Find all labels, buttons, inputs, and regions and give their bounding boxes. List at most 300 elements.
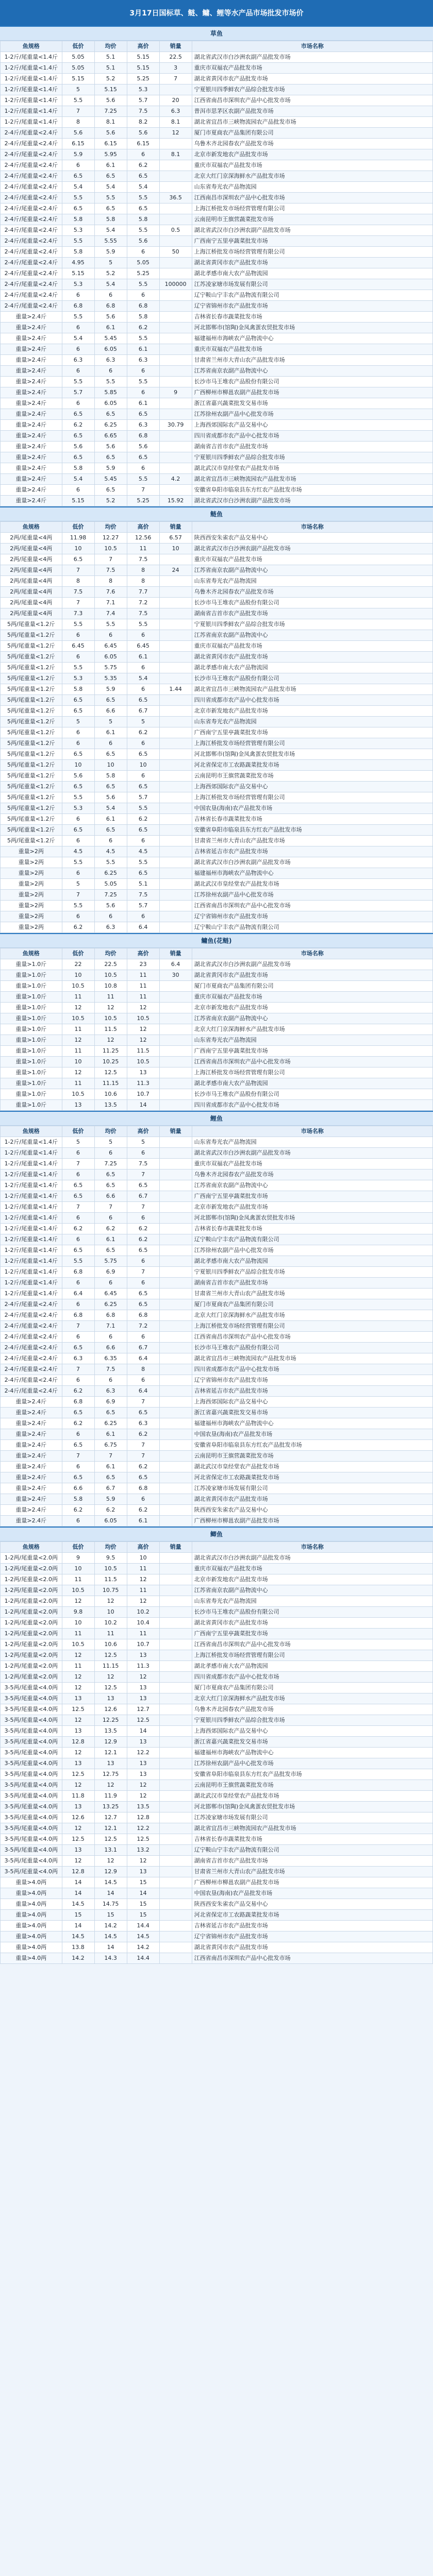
- cell-high-price: 15: [127, 1877, 159, 1888]
- cell-market: 河北邯郸市(馆陶)金凤禽蛋农贸批发市场: [192, 1213, 432, 1224]
- cell-low-price: 6.5: [62, 452, 94, 463]
- cell-spec: 3-5两/尾重量<4.0两: [1, 1704, 62, 1715]
- column-header-avg-price: 均价: [94, 41, 127, 52]
- cell-market: 湖南省吉首市农产品批发市场: [192, 442, 432, 452]
- cell-volume: [159, 1451, 192, 1462]
- cell-volume: [159, 901, 192, 911]
- cell-spec: 重量>2.4斤: [1, 474, 62, 485]
- cell-high-price: 5.5: [127, 377, 159, 387]
- cell-avg-price: 12.6: [94, 1704, 127, 1715]
- table-row: [1, 496, 433, 506]
- cell-market: 宁夏银川四季鲜农产品综合批发市场: [192, 619, 432, 630]
- cell-spec: 重量>2.4斤: [1, 366, 62, 377]
- cell-spec: 重量>2.4斤: [1, 377, 62, 387]
- cell-low-price: 12.8: [62, 1867, 94, 1877]
- cell-spec: 1-2斤/尾重量<1.4斤: [1, 1148, 62, 1159]
- cell-market: 北京市新发地农产品批发市场: [192, 149, 432, 160]
- table-row: [1, 463, 433, 474]
- cell-spec: 5两/尾重量<1.2斤: [1, 641, 62, 652]
- cell-spec: 1-2两/尾重量<2.0两: [1, 1672, 62, 1683]
- cell-spec: 5两/尾重量<1.2斤: [1, 782, 62, 792]
- table-row: [1, 1057, 433, 1067]
- cell-high-price: 11.3: [127, 1078, 159, 1089]
- cell-spec: 5两/尾重量<1.2斤: [1, 760, 62, 771]
- cell-volume: [159, 1256, 192, 1267]
- cell-volume: [159, 1942, 192, 1953]
- cell-volume: [159, 1888, 192, 1899]
- cell-avg-price: 6: [94, 1278, 127, 1289]
- table-row: [1, 1353, 433, 1364]
- cell-avg-price: 6: [94, 1213, 127, 1224]
- cell-volume: [159, 1224, 192, 1234]
- cell-spec: 3-5两/尾重量<4.0两: [1, 1845, 62, 1856]
- cell-market: 宁夏银川四季鲜农产品综合批发市场: [192, 1715, 432, 1726]
- cell-avg-price: 10.5: [94, 544, 127, 554]
- cell-spec: 3-5两/尾重量<4.0两: [1, 1791, 62, 1802]
- cell-spec: 2-4斤/尾重量<2.4斤: [1, 1343, 62, 1353]
- cell-volume: [159, 576, 192, 587]
- cell-low-price: 12: [62, 1683, 94, 1693]
- cell-spec: 重量>1.0斤: [1, 1078, 62, 1089]
- cell-volume: 30: [159, 970, 192, 981]
- cell-volume: [159, 431, 192, 442]
- table-row: [1, 1321, 433, 1332]
- cell-low-price: 6.5: [62, 409, 94, 420]
- cell-low-price: 6.8: [62, 301, 94, 312]
- cell-low-price: 12: [62, 1823, 94, 1834]
- cell-high-price: 5.6: [127, 128, 159, 139]
- cell-low-price: 11: [62, 992, 94, 1003]
- cell-high-price: 13.2: [127, 1845, 159, 1856]
- cell-spec: 5两/尾重量<1.2斤: [1, 695, 62, 706]
- cell-avg-price: 5.4: [94, 803, 127, 814]
- cell-market: 安徽省阜阳市临泉县东方红农产品批发市场: [192, 1440, 432, 1451]
- column-header-avg-price: 均价: [94, 522, 127, 533]
- cell-market: 湖北省宜昌市三峡物流园农产品批发市场: [192, 1823, 432, 1834]
- cell-spec: 重量>2.4斤: [1, 387, 62, 398]
- cell-spec: 5两/尾重量<1.2斤: [1, 825, 62, 836]
- cell-high-price: 11: [127, 981, 159, 992]
- cell-spec: 2-4斤/尾重量<2.4斤: [1, 1310, 62, 1321]
- cell-volume: 6.3: [159, 106, 192, 117]
- cell-low-price: 12.5: [62, 1834, 94, 1845]
- cell-spec: 1-2斤/尾重量<1.4斤: [1, 1245, 62, 1256]
- table-row: [1, 1213, 433, 1224]
- cell-avg-price: 12: [94, 1596, 127, 1607]
- table-row: [1, 387, 433, 398]
- cell-high-price: 10.5: [127, 1013, 159, 1024]
- cell-market: 江苏省南京农副产品物流中心: [192, 366, 432, 377]
- cell-low-price: 4.5: [62, 846, 94, 857]
- cell-spec: 重量>2.4斤: [1, 1429, 62, 1440]
- cell-high-price: 6: [127, 684, 159, 695]
- table-row: [1, 1003, 433, 1013]
- cell-market: 陕西西安朱雀农产品交易中心: [192, 533, 432, 544]
- cell-spec: 重量>2两: [1, 879, 62, 890]
- cell-high-price: 5: [127, 717, 159, 727]
- cell-market: 上海江桥批发市场经营管理有限公司: [192, 1067, 432, 1078]
- cell-volume: [159, 825, 192, 836]
- cell-market: 湖北省武汉市白沙洲农副产品批发市场: [192, 496, 432, 506]
- table-row: [1, 258, 433, 268]
- cell-low-price: 5.3: [62, 225, 94, 236]
- cell-low-price: 11.98: [62, 533, 94, 544]
- table-row: [1, 922, 433, 933]
- cell-avg-price: 11.25: [94, 1046, 127, 1057]
- cell-high-price: 7.5: [127, 890, 159, 901]
- cell-high-price: 5.25: [127, 74, 159, 84]
- cell-spec: 3-5两/尾重量<4.0两: [1, 1737, 62, 1748]
- cell-volume: [159, 1823, 192, 1834]
- cell-volume: [159, 1202, 192, 1213]
- cell-market: 四川省成都市农产品中心批发市场: [192, 1672, 432, 1683]
- cell-avg-price: 6: [94, 290, 127, 301]
- cell-spec: 重量>2.4斤: [1, 431, 62, 442]
- cell-avg-price: 7.4: [94, 608, 127, 619]
- cell-spec: 重量>2.4斤: [1, 1462, 62, 1472]
- cell-avg-price: 5.75: [94, 1256, 127, 1267]
- cell-low-price: 6: [62, 836, 94, 846]
- cell-high-price: 7: [127, 1170, 159, 1180]
- cell-market: 福建福州市海峡农产品物流中心: [192, 1748, 432, 1758]
- table-row: [1, 442, 433, 452]
- table-row: [1, 1921, 433, 1931]
- cell-market: 厦门市夏商农产品集团有限公司: [192, 1683, 432, 1693]
- cell-low-price: 5.5: [62, 619, 94, 630]
- cell-avg-price: 5.4: [94, 182, 127, 193]
- column-header-volume: 销量: [159, 41, 192, 52]
- cell-spec: 2-4斤/尾重量<2.4斤: [1, 139, 62, 149]
- cell-spec: 2-4斤/尾重量<2.4斤: [1, 258, 62, 268]
- table-row: [1, 128, 433, 139]
- cell-high-price: 7: [127, 1267, 159, 1278]
- table-row: [1, 1629, 433, 1639]
- table-row: [1, 1899, 433, 1910]
- cell-volume: [159, 1661, 192, 1672]
- cell-high-price: 5.6: [127, 442, 159, 452]
- cell-market: 湖南省吉首市农产品批发市场: [192, 1278, 432, 1289]
- cell-high-price: 6.5: [127, 695, 159, 706]
- cell-market: 湖北省黄冈市农产品批发市场: [192, 1494, 432, 1505]
- column-header-market: 市场名称: [192, 1126, 432, 1137]
- cell-low-price: 6.5: [62, 1343, 94, 1353]
- cell-low-price: 11: [62, 1629, 94, 1639]
- table-row: [1, 1737, 433, 1748]
- cell-volume: [159, 652, 192, 663]
- cell-avg-price: 12.1: [94, 1748, 127, 1758]
- cell-volume: 6.57: [159, 533, 192, 544]
- cell-avg-price: 5.75: [94, 663, 127, 673]
- table-row: [1, 1683, 433, 1693]
- cell-low-price: 22: [62, 959, 94, 970]
- cell-low-price: 6.2: [62, 922, 94, 933]
- table-row: [1, 1332, 433, 1343]
- cell-market: 江苏省南京农副产品物流中心: [192, 630, 432, 641]
- column-header-low-price: 低价: [62, 1126, 94, 1137]
- column-header-avg-price: 均价: [94, 1126, 127, 1137]
- cell-avg-price: 11: [94, 1629, 127, 1639]
- cell-volume: 36.5: [159, 193, 192, 204]
- cell-market: 吉林省长春市蔬菜批发市场: [192, 1224, 432, 1234]
- cell-low-price: 10: [62, 1564, 94, 1574]
- cell-low-price: 9.8: [62, 1607, 94, 1618]
- cell-market: 上海江桥批发市场经营管理有限公司: [192, 204, 432, 214]
- cell-spec: 3-5两/尾重量<4.0两: [1, 1802, 62, 1812]
- cell-market: 湖北省黄冈市农产品批发市场: [192, 970, 432, 981]
- cell-avg-price: 10.2: [94, 1618, 127, 1629]
- cell-market: 北京市新发地农产品批发市场: [192, 706, 432, 717]
- cell-low-price: 5.5: [62, 663, 94, 673]
- cell-volume: [159, 1003, 192, 1013]
- cell-market: 江苏省南京农副产品物流中心: [192, 1013, 432, 1024]
- cell-volume: [159, 1170, 192, 1180]
- cell-high-price: 12.56: [127, 533, 159, 544]
- cell-spec: 重量>4.0两: [1, 1921, 62, 1931]
- cell-avg-price: 6: [94, 1332, 127, 1343]
- cell-avg-price: 6.3: [94, 922, 127, 933]
- cell-avg-price: 5: [94, 258, 127, 268]
- cell-spec: 1-2斤/尾重量<1.4斤: [1, 74, 62, 84]
- cell-volume: 50: [159, 247, 192, 258]
- cell-avg-price: 6.25: [94, 1299, 127, 1310]
- cell-market: 广西南宁五里亭蔬菜批发市场: [192, 236, 432, 247]
- table-row: [1, 673, 433, 684]
- cell-high-price: 6.7: [127, 1343, 159, 1353]
- table-header-row: [1, 1542, 433, 1553]
- cell-spec: 重量>4.0两: [1, 1888, 62, 1899]
- cell-spec: 5两/尾重量<1.2斤: [1, 652, 62, 663]
- cell-volume: [159, 1553, 192, 1564]
- cell-avg-price: 6.9: [94, 1397, 127, 1408]
- table-row: [1, 1704, 433, 1715]
- cell-low-price: 7: [62, 598, 94, 608]
- cell-spec: 重量>1.0斤: [1, 1013, 62, 1024]
- cell-low-price: 8: [62, 117, 94, 128]
- cell-spec: 重量>2.4斤: [1, 1483, 62, 1494]
- cell-volume: [159, 1931, 192, 1942]
- cell-spec: 5两/尾重量<1.2斤: [1, 717, 62, 727]
- cell-spec: 重量>1.0斤: [1, 992, 62, 1003]
- table-row: [1, 420, 433, 431]
- cell-volume: [159, 1845, 192, 1856]
- cell-spec: 重量>4.0两: [1, 1877, 62, 1888]
- cell-avg-price: 5.6: [94, 442, 127, 452]
- cell-high-price: 7: [127, 1202, 159, 1213]
- cell-low-price: 11: [62, 1078, 94, 1089]
- table-header-row: [1, 522, 433, 533]
- cell-spec: 重量>2两: [1, 857, 62, 868]
- cell-low-price: 5.5: [62, 312, 94, 323]
- cell-spec: 1-2两/尾重量<2.0两: [1, 1564, 62, 1574]
- cell-high-price: 11: [127, 970, 159, 981]
- cell-high-price: 10.7: [127, 1639, 159, 1650]
- cell-low-price: 5: [62, 879, 94, 890]
- cell-market: 湖北省武汉市白沙洲农副产品批发市场: [192, 52, 432, 63]
- cell-market: 湖北武汉市皇经堂农产品批发市场: [192, 463, 432, 474]
- cell-high-price: 14: [127, 1888, 159, 1899]
- cell-market: 甘肃省兰州市大青山农产品批发市场: [192, 836, 432, 846]
- cell-spec: 1-2两/尾重量<2.0两: [1, 1639, 62, 1650]
- column-header-volume: 销量: [159, 1126, 192, 1137]
- cell-market: 乌鲁木齐北园春农产品批发市场: [192, 1704, 432, 1715]
- cell-avg-price: 6.5: [94, 825, 127, 836]
- cell-avg-price: 10.6: [94, 1639, 127, 1650]
- cell-market: 湖北省武汉市白沙洲农副产品批发市场: [192, 1553, 432, 1564]
- table-row: [1, 1553, 433, 1564]
- cell-spec: 2-4斤/尾重量<2.4斤: [1, 171, 62, 182]
- cell-low-price: 5.3: [62, 673, 94, 684]
- cell-low-price: 5.4: [62, 474, 94, 485]
- cell-high-price: 6: [127, 630, 159, 641]
- table-row: [1, 1483, 433, 1494]
- cell-volume: [159, 182, 192, 193]
- cell-avg-price: 6.25: [94, 420, 127, 431]
- cell-high-price: 5.4: [127, 673, 159, 684]
- table-row: [1, 204, 433, 214]
- cell-market: 湖北省黄冈市农产品批发市场: [192, 1618, 432, 1629]
- cell-volume: [159, 992, 192, 1003]
- table-row: [1, 1618, 433, 1629]
- fish-section: [0, 506, 433, 933]
- cell-market: 北京大红门京深海鲜水产品批发市场: [192, 1024, 432, 1035]
- cell-spec: 2-4斤/尾重量<2.4斤: [1, 1332, 62, 1343]
- cell-high-price: 5: [127, 1137, 159, 1148]
- table-row: [1, 1802, 433, 1812]
- cell-volume: 4.2: [159, 474, 192, 485]
- cell-high-price: 15: [127, 1899, 159, 1910]
- cell-avg-price: 7.5: [94, 565, 127, 576]
- column-header-volume: 销量: [159, 1542, 192, 1553]
- cell-high-price: 6.5: [127, 1289, 159, 1299]
- cell-avg-price: 6.45: [94, 641, 127, 652]
- cell-low-price: 10: [62, 1618, 94, 1629]
- table-row: [1, 452, 433, 463]
- cell-low-price: 5.5: [62, 1256, 94, 1267]
- cell-low-price: 6.3: [62, 355, 94, 366]
- table-row: [1, 52, 433, 63]
- cell-spec: 重量>1.0斤: [1, 1003, 62, 1013]
- cell-low-price: 12: [62, 1748, 94, 1758]
- cell-market: 湖北武汉市皇经堂农产品批发市场: [192, 879, 432, 890]
- table-row: [1, 619, 433, 630]
- cell-low-price: 14.5: [62, 1931, 94, 1942]
- cell-market: 江苏凌家塘市场发展有限公司: [192, 1812, 432, 1823]
- table-row: [1, 1024, 433, 1035]
- cell-high-price: 13.5: [127, 1802, 159, 1812]
- cell-volume: [159, 1089, 192, 1100]
- cell-market: 重庆市双福农产品批发市场: [192, 344, 432, 355]
- cell-spec: 1-2两/尾重量<2.0两: [1, 1585, 62, 1596]
- cell-high-price: 6: [127, 1332, 159, 1343]
- cell-spec: 1-2两/尾重量<2.0两: [1, 1618, 62, 1629]
- cell-avg-price: 6.5: [94, 749, 127, 760]
- cell-low-price: 10: [62, 1057, 94, 1067]
- cell-market: 广西柳州市柳邕农副产品批发市场: [192, 1877, 432, 1888]
- table-row: [1, 182, 433, 193]
- cell-market: 陕西西安朱雀农产品交易中心: [192, 1899, 432, 1910]
- cell-low-price: 7.3: [62, 608, 94, 619]
- column-header-spec: 鱼规格: [1, 1542, 62, 1553]
- cell-low-price: 5.8: [62, 214, 94, 225]
- cell-high-price: 6.5: [127, 825, 159, 836]
- table-row: [1, 1148, 433, 1159]
- cell-volume: 0.5: [159, 225, 192, 236]
- table-row: [1, 1516, 433, 1527]
- cell-avg-price: 5.6: [94, 95, 127, 106]
- cell-spec: 1-2斤/尾重量<1.4斤: [1, 1191, 62, 1202]
- cell-low-price: 6.5: [62, 431, 94, 442]
- cell-market: 宁夏银川四季鲜农产品综合批发市场: [192, 84, 432, 95]
- cell-spec: 1-2斤/尾重量<1.4斤: [1, 1202, 62, 1213]
- cell-avg-price: 10.5: [94, 970, 127, 981]
- cell-spec: 1-2斤/尾重量<1.4斤: [1, 106, 62, 117]
- cell-avg-price: 6.5: [94, 1408, 127, 1418]
- table-row: [1, 1013, 433, 1024]
- cell-market: 北京市新发地农产品批发市场: [192, 1574, 432, 1585]
- table-row: [1, 95, 433, 106]
- table-row: [1, 544, 433, 554]
- cell-volume: [159, 1191, 192, 1202]
- cell-high-price: 13: [127, 1683, 159, 1693]
- table-row: [1, 1769, 433, 1780]
- cell-low-price: 12.5: [62, 1704, 94, 1715]
- cell-spec: 2-4斤/尾重量<2.4斤: [1, 204, 62, 214]
- table-row: [1, 663, 433, 673]
- cell-avg-price: 5.95: [94, 149, 127, 160]
- cell-volume: [159, 1148, 192, 1159]
- cell-avg-price: 5: [94, 1137, 127, 1148]
- cell-market: 乌鲁木齐北园春农产品批发市场: [192, 587, 432, 598]
- cell-low-price: 8: [62, 576, 94, 587]
- cell-market: 江苏省南京农副产品物流中心: [192, 565, 432, 576]
- cell-low-price: 6: [62, 1375, 94, 1386]
- cell-low-price: 10: [62, 760, 94, 771]
- table-row: [1, 1418, 433, 1429]
- cell-volume: [159, 587, 192, 598]
- cell-spec: 重量>2.4斤: [1, 442, 62, 452]
- cell-low-price: 6.2: [62, 1418, 94, 1429]
- cell-volume: 100000: [159, 279, 192, 290]
- cell-high-price: 6: [127, 366, 159, 377]
- cell-market: 中国农垦(海南)农产品批发市场: [192, 1888, 432, 1899]
- cell-high-price: 8: [127, 565, 159, 576]
- cell-low-price: 12: [62, 1856, 94, 1867]
- cell-spec: 重量>2两: [1, 868, 62, 879]
- cell-market: 中国农垦(海南)农产品批发市场: [192, 803, 432, 814]
- cell-avg-price: 5.55: [94, 236, 127, 247]
- cell-high-price: 11.3: [127, 1661, 159, 1672]
- table-row: [1, 1191, 433, 1202]
- cell-volume: [159, 1618, 192, 1629]
- table-row: [1, 727, 433, 738]
- table-row: [1, 587, 433, 598]
- cell-avg-price: 5.8: [94, 771, 127, 782]
- cell-market: 厦门市夏商农产品集团有限公司: [192, 128, 432, 139]
- cell-avg-price: 12.27: [94, 533, 127, 544]
- cell-volume: [159, 1397, 192, 1408]
- cell-spec: 2-4斤/尾重量<2.4斤: [1, 193, 62, 204]
- column-header-low-price: 低价: [62, 41, 94, 52]
- table-row: [1, 1823, 433, 1834]
- cell-volume: [159, 727, 192, 738]
- cell-spec: 重量>2.4斤: [1, 398, 62, 409]
- cell-high-price: 6: [127, 1148, 159, 1159]
- cell-volume: [159, 1607, 192, 1618]
- table-row: [1, 1812, 433, 1823]
- cell-spec: 重量>2.4斤: [1, 452, 62, 463]
- cell-volume: [159, 1650, 192, 1661]
- cell-avg-price: 5.1: [94, 63, 127, 74]
